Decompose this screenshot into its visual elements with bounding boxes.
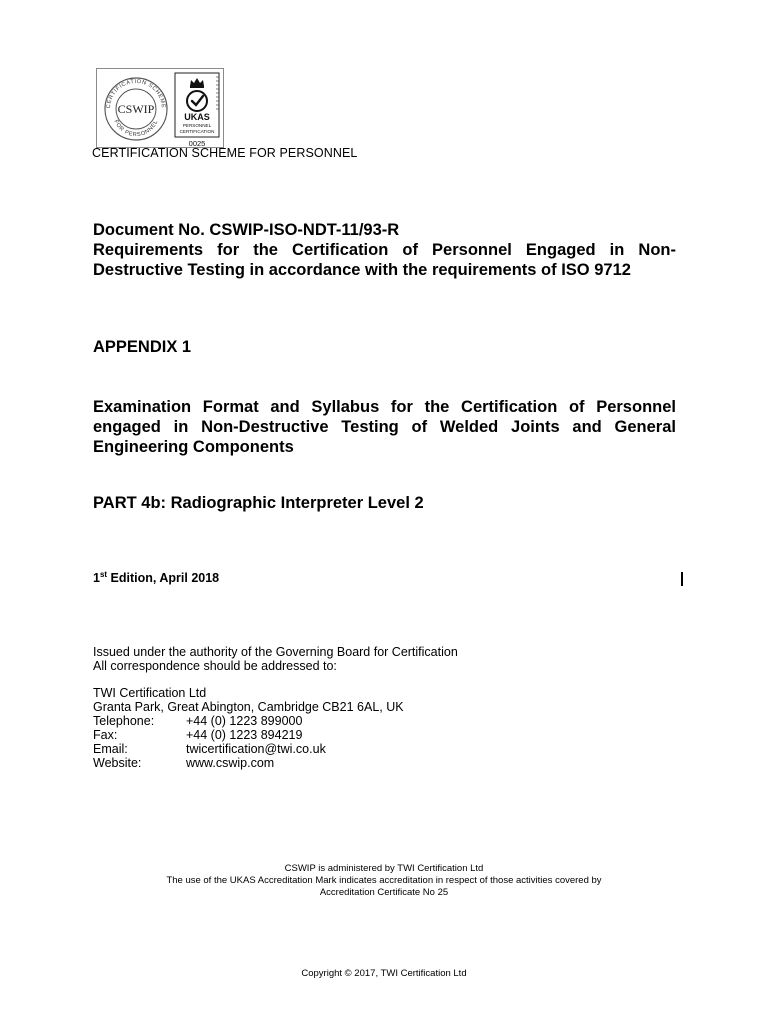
- footer-line-2: The use of the UKAS Accreditation Mark indicates accreditation in respect of those activities covered by: [166, 875, 602, 886]
- ukas-label: UKAS: [184, 112, 210, 122]
- edition-line: [93, 570, 219, 585]
- revision-change-bar: [681, 572, 683, 586]
- exam-title: Examination Format and Syllabus for the Certification of Personnel engaged in Non-Destructive Testing of Welded Joints and General Engineering Components: [93, 398, 676, 456]
- certification-logo: [96, 68, 224, 148]
- seal-ring-top-text: CERTIFICATION SCHEME: [105, 78, 167, 109]
- edition-text: Edition, April 2018: [107, 571, 220, 585]
- contact-block: [93, 686, 404, 770]
- email-link[interactable]: twicertification@twi.co.uk: [186, 742, 326, 756]
- checkmark-icon: [187, 91, 207, 111]
- ukas-number: 0025: [188, 139, 206, 148]
- ukas-mark: [175, 73, 219, 148]
- company-address: Granta Park, Great Abington, Cambridge CB21 6AL, UK: [93, 700, 404, 714]
- document-header: [93, 220, 676, 280]
- authority-block: [93, 645, 458, 673]
- authority-line-1: Issued under the authority of the Governing Board for Certification: [93, 645, 458, 659]
- part-heading: PART 4b: Radiographic Interpreter Level 2: [93, 494, 424, 512]
- footer-notice: [0, 863, 768, 899]
- website-link[interactable]: www.cswip.com: [186, 756, 275, 770]
- telephone-label: Telephone:: [93, 714, 155, 728]
- company-name: TWI Certification Ltd: [93, 686, 207, 700]
- contact-row-email: [93, 742, 404, 756]
- website-label: Website:: [93, 756, 142, 770]
- edition-ordinal: 1: [93, 571, 100, 585]
- scheme-line: CERTIFICATION SCHEME FOR PERSONNEL: [92, 146, 358, 160]
- authority-line-2: All correspondence should be addressed to:: [93, 659, 337, 673]
- footer-line-3: Accreditation Certificate No 25: [319, 887, 449, 898]
- appendix-heading: APPENDIX 1: [93, 338, 192, 356]
- fax-value: +44 (0) 1223 894219: [186, 728, 303, 742]
- edition-ordinal-suffix: st: [99, 570, 108, 579]
- fax-label: Fax:: [93, 728, 118, 742]
- contact-row-telephone: [93, 714, 404, 728]
- telephone-value: +44 (0) 1223 899000: [186, 714, 303, 728]
- contact-row-fax: [93, 728, 404, 742]
- seal-ring-bottom-text: FOR PERSONNEL: [112, 119, 160, 139]
- crown-icon: [190, 78, 204, 88]
- email-label: Email:: [93, 742, 128, 756]
- document-number: Document No. CSWIP-ISO-NDT-11/93-R: [93, 221, 400, 239]
- logo-graphic: [97, 69, 225, 149]
- copyright-notice: Copyright © 2017, TWI Certification Ltd: [301, 968, 467, 979]
- footer-line-1: CSWIP is administered by TWI Certification Ltd: [284, 863, 484, 874]
- contact-row-website: [93, 756, 404, 770]
- ukas-sub-personnel: PERSONNEL: [182, 123, 212, 128]
- document-title: Requirements for the Certification of Personnel Engaged in Non-Destructive Testing in accordance with the requirements of ISO 9712: [93, 241, 676, 279]
- cswip-seal-text: CSWIP: [117, 102, 155, 116]
- ukas-sub-certification: CERTIFICATION: [179, 129, 215, 134]
